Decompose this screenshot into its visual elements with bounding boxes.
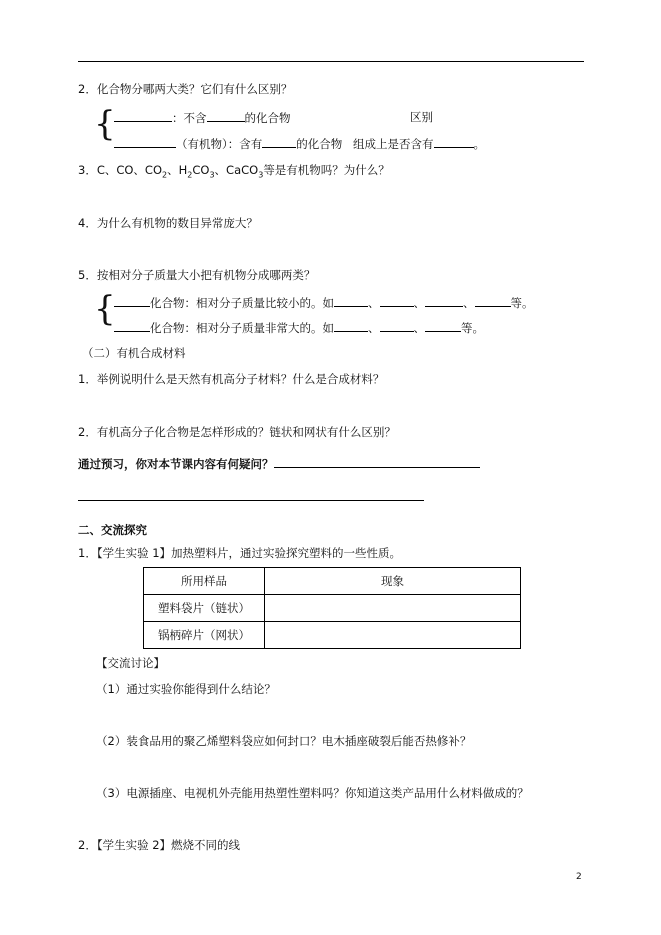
doubt-prompt: 通过预习，你对本节课内容有何疑问？: [78, 456, 480, 471]
q5-row2: 化合物：相对分子质量非常大的。如 、 、 等。: [114, 320, 484, 335]
discussion-2: （2）装食品用的聚乙烯塑料袋应如何封口？电木插座破裂后能否热修补？: [96, 734, 472, 748]
blank[interactable]: [114, 320, 150, 332]
q5-row1: 化合物：相对分子质量比较小的。如 、 、 、 等。: [114, 295, 534, 310]
section-exchange-explore: 二、交流探究: [78, 523, 147, 537]
blank[interactable]: [434, 136, 474, 148]
question-3: 3．C、CO、$CO_2$、$H_2CO_3$、CaCO$_3$等是有机物吗？为什么？: [78, 163, 390, 180]
table-cell[interactable]: [265, 595, 521, 622]
table-cell: 锅柄碎片（网状）: [144, 622, 265, 649]
table-header-row: [144, 568, 521, 595]
blank[interactable]: [425, 320, 461, 332]
header-rule: [78, 61, 584, 62]
blank[interactable]: [380, 295, 414, 307]
q2-difference-label: 区别: [410, 110, 433, 124]
q2-row1: ：不含 的化合物: [114, 110, 291, 125]
blank[interactable]: [114, 295, 150, 307]
question-5: 5．按相对分子质量大小把有机物分成哪两类？: [78, 268, 316, 282]
blank[interactable]: [114, 136, 176, 148]
table-header: 现象: [265, 568, 521, 595]
synth-question-2: 2．有机高分子化合物是怎样形成的？链状和网状有什么区别？: [78, 425, 396, 439]
page-number: 2: [576, 872, 582, 882]
table-row: [144, 622, 521, 649]
q2-row2-right: 组成上是否含有 。: [353, 137, 485, 151]
blank[interactable]: [380, 320, 414, 332]
table-cell: 塑料袋片（链状）: [144, 595, 265, 622]
blank[interactable]: [425, 295, 463, 307]
discussion-1: （1）通过实验你能得到什么结论？: [96, 682, 276, 696]
q2-row2: （有机物）：含有 的化合物: [114, 136, 342, 151]
discussion-title: 【交流讨论】: [96, 656, 165, 670]
synth-question-1: 1．举例说明什么是天然有机高分子材料？什么是合成材料？: [78, 372, 385, 386]
answer-line[interactable]: [78, 500, 424, 501]
table-row: [144, 595, 521, 622]
discussion-3: （3）电源插座、电视机外壳能用热塑性塑料吗？你知道这类产品用什么材料做成的？: [96, 786, 529, 800]
blank[interactable]: [114, 110, 172, 122]
table-cell[interactable]: [265, 622, 521, 649]
experiment-1: 1．【学生实验 1】加热塑料片，通过实验探究塑料的一些性质。: [78, 546, 402, 560]
experiment-table: [143, 567, 521, 649]
table-header: 所用样品: [144, 568, 265, 595]
question-2: 2．化合物分哪两大类？它们有什么区别？: [78, 82, 293, 96]
blank[interactable]: [475, 295, 511, 307]
blank[interactable]: [262, 136, 296, 148]
blank[interactable]: [274, 456, 480, 468]
blank[interactable]: [334, 320, 368, 332]
brace-q5: {: [94, 289, 116, 329]
brace-q2: {: [94, 104, 116, 144]
blank[interactable]: [207, 110, 245, 122]
blank[interactable]: [334, 295, 368, 307]
section-synthetic-materials: （二）有机合成材料: [82, 346, 186, 360]
experiment-2: 2．【学生实验 2】燃烧不同的线: [78, 838, 241, 852]
question-4: 4．为什么有机物的数目异常庞大？: [78, 216, 258, 230]
